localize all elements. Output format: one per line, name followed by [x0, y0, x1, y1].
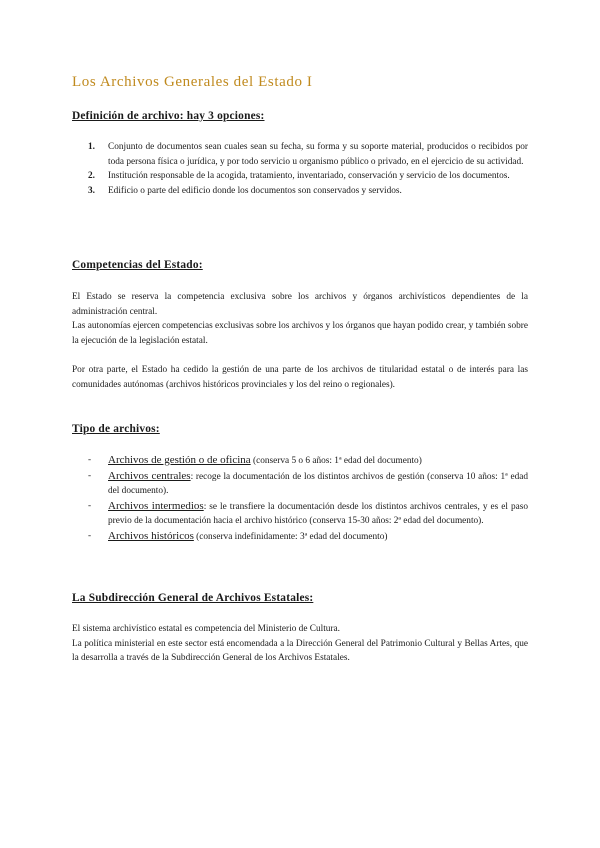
subdireccion-text [72, 622, 528, 666]
list-item [88, 184, 528, 199]
paragraph: Por otra parte, el Estado ha cedido la gestión de una parte de los archivos de titularidad estatal o de interés para las comunidades autónomas (archivos históricos provinciales y los del reino o regionales). [72, 364, 528, 390]
list-item-text: (conserva indefinidamente: 3ª edad del documento) [193, 531, 388, 542]
list-item-text: : se le transfiere la documentación desde los distintos archivos centrales, y es el paso previo de la documentación hacia el archivo histórico (conserva 15-30 años: 2ª edad del documento). [108, 501, 528, 527]
list-item-text: : recoge la documentación de los distintos archivos de gestión (conserva 10 años: 1ª edad del documento). [108, 471, 528, 497]
section-heading-competencias: Competencias del Estado: [72, 259, 203, 271]
list-item [88, 140, 528, 169]
archive-type-term: Archivos históricos [108, 529, 194, 542]
list-item [88, 453, 528, 469]
paragraph: Las autonomías ejercen competencias exclusivas sobre los archivos y los órganos que hayan podido crear, y también sobre la ejecución de la legislación estatal. [72, 321, 528, 346]
archive-type-term: Archivos intermedios [108, 499, 204, 512]
list-item-text: Institución responsable de la acogida, tratamiento, inventariado, conservación y servicio de los documentos. [108, 171, 510, 182]
list-number: 1. [88, 142, 95, 152]
paragraph: El sistema archivístico estatal es competencia del Ministerio de Cultura. [72, 624, 340, 634]
paragraph: La política ministerial en este sector está encomendada a la Dirección General del Patrimonio Cultural y Bellas Artes, que la desarrolla a través de la Subdirección General de los Archivos Estatales. [72, 638, 528, 664]
archive-type-term: Archivos centrales [108, 469, 191, 482]
archive-types-list [88, 453, 528, 545]
list-dash: - [88, 455, 92, 465]
list-item-text: Edificio o parte del edificio donde los documentos son conservados y servidos. [108, 185, 402, 196]
paragraph: El Estado se reserva la competencia exclusiva sobre los archivos y órganos archivísticos dependientes de la administración central. [72, 292, 528, 317]
document-title: Los Archivos Generales del Estado I [72, 74, 313, 90]
section-heading-subdireccion: La Subdirección General de Archivos Estatales: [72, 592, 314, 604]
competencias-text [72, 290, 528, 392]
section-heading-tipo: Tipo de archivos: [72, 423, 160, 435]
definition-list [88, 140, 528, 198]
list-item [88, 469, 528, 499]
list-dash: - [88, 470, 92, 481]
section-heading-definicion: Definición de archivo: hay 3 opciones: [72, 110, 265, 122]
list-item [88, 169, 528, 184]
list-number: 2. [88, 171, 95, 182]
list-dash: - [88, 500, 92, 511]
archive-type-term: Archivos de gestión o de oficina [108, 454, 251, 466]
list-item-text: (conserva 5 o 6 años: 1ª edad del documento) [250, 456, 422, 466]
list-dash: - [88, 530, 92, 541]
list-item [88, 529, 528, 545]
list-number: 3. [88, 185, 95, 196]
list-item [88, 499, 528, 529]
list-item-text: Conjunto de documentos sean cuales sean su fecha, su forma y su soporte material, producidos o recibidos por toda persona física o jurídica, y por todo servicio u organismo público o privado, en el ejercicio de su actividad. [108, 142, 528, 167]
